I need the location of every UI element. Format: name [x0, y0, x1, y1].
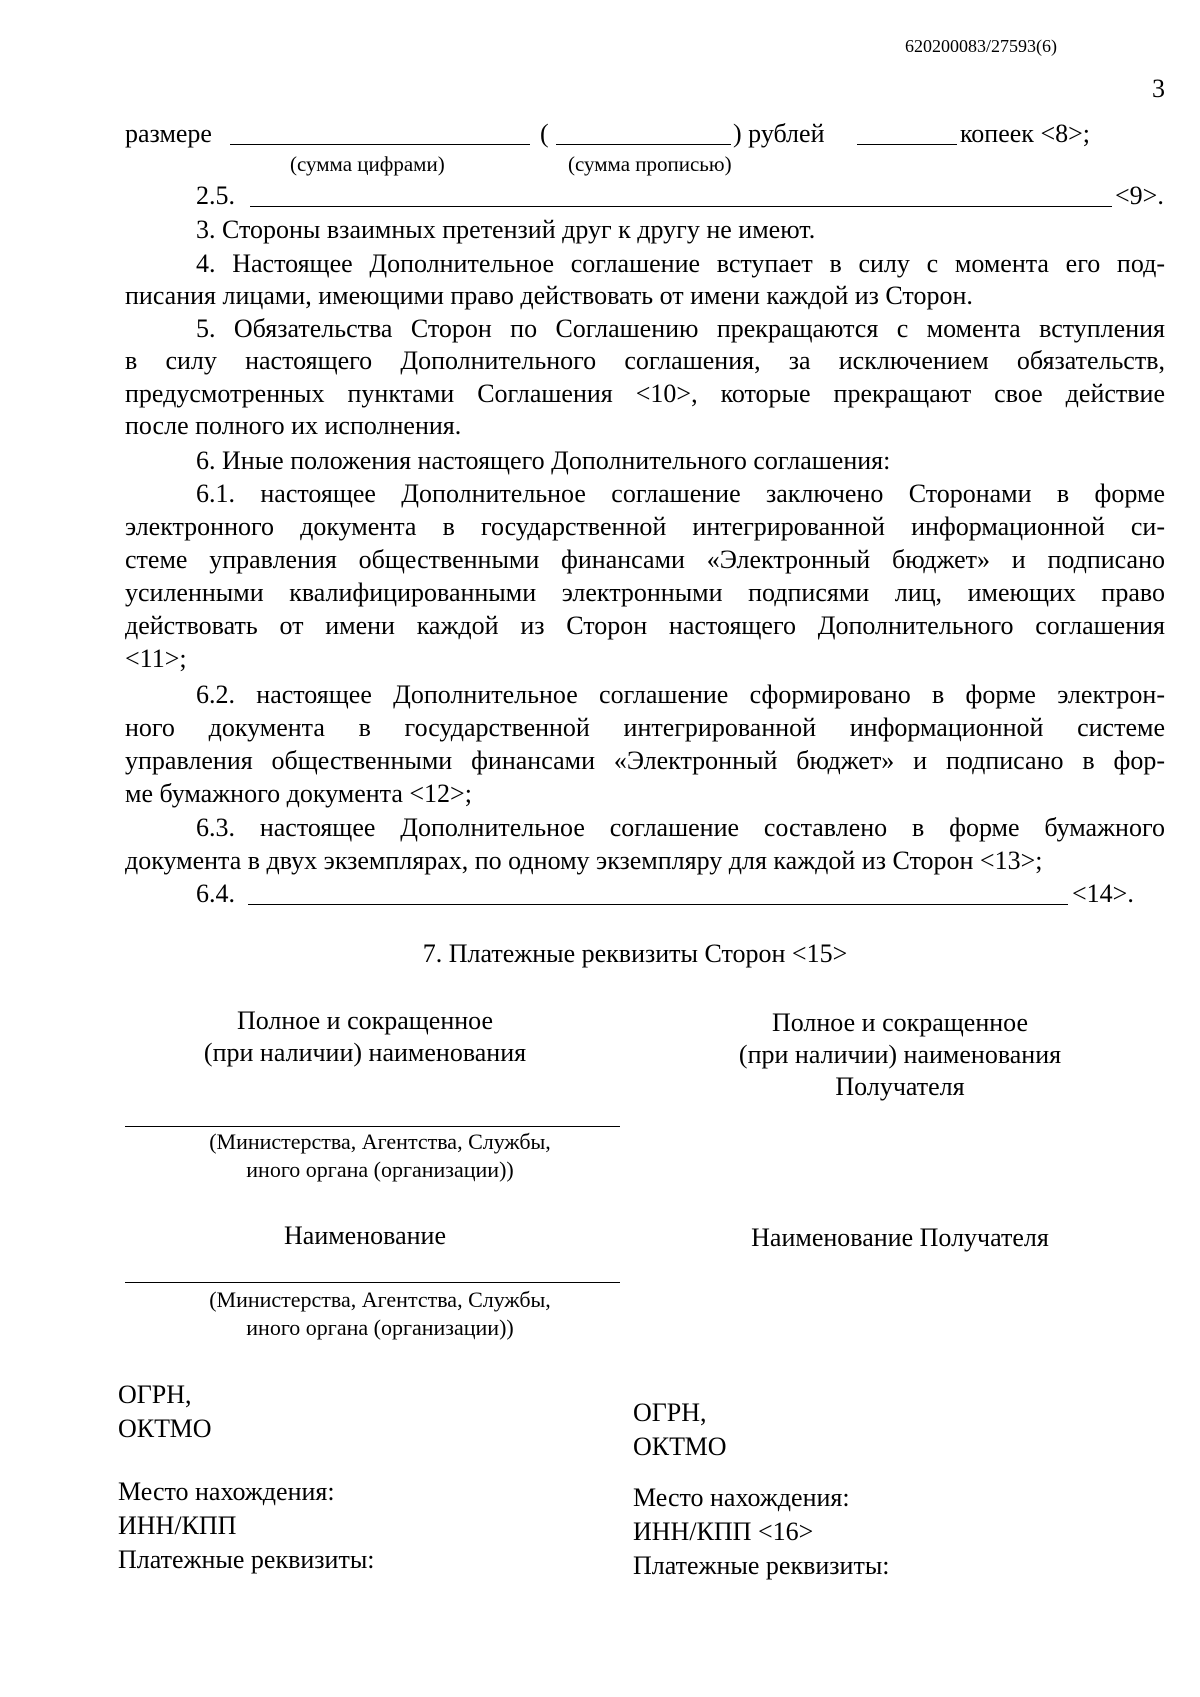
left-payment-details: Платежные реквизиты: — [118, 1545, 375, 1574]
hint-sum-digits: (сумма цифрами) — [290, 152, 445, 176]
left-ogrn: ОГРН, — [118, 1380, 192, 1409]
right-fullname-line-3: Получателя — [835, 1072, 965, 1101]
left-fullname-line-2: (при наличии) наименования — [203, 1038, 527, 1067]
paragraph-6-1-line-5: действовать от имени каждой из Сторон настоящего Дополнительного соглашения — [125, 611, 1165, 640]
right-fullname-line-1: Полное и сокращенное — [771, 1008, 1029, 1037]
paragraph-6-1-line-3: стеме управления общественными финансами «Электронный бюджет» и подписано — [125, 545, 1165, 574]
amount-words-blank — [556, 144, 731, 145]
paragraph-6-2-line-3: управления общественными финансами «Электронный бюджет» и подписано в фор- — [125, 746, 1165, 775]
item-2-5-blank — [250, 206, 1112, 207]
paragraph-6-2-line-2: ного документа в государственной интегрированной информационной системе — [125, 713, 1165, 742]
paragraph-5-line-1: 5. Обязательства Сторон по Соглашению прекращаются с момента вступления — [196, 314, 1165, 343]
right-ogrn: ОГРН, — [633, 1398, 707, 1427]
paragraph-6: 6. Иные положения настоящего Дополнительного соглашения: — [196, 446, 891, 475]
page-number: 3 — [1152, 74, 1165, 103]
paragraph-6-1-line-6: <11>; — [125, 644, 187, 673]
section-7-title: 7. Платежные реквизиты Сторон <15> — [422, 939, 848, 968]
left-hint-2-line-2: иного органа (организации)) — [246, 1315, 514, 1340]
left-inn-kpp: ИНН/КПП — [118, 1511, 237, 1540]
item-6-4-blank — [248, 904, 1068, 905]
amount-kopecks-blank — [857, 144, 957, 145]
item-6-4-number: 6.4. — [196, 879, 235, 908]
right-location: Место нахождения: — [633, 1483, 850, 1512]
left-fullname-line-1: Полное и сокращенное — [236, 1006, 494, 1035]
paragraph-6-2-line-1: 6.2. настоящее Дополнительное соглашение сформировано в форме электрон- — [196, 680, 1165, 709]
paragraph-4-line-2: писания лицами, имеющими право действовать от имени каждой из Сторон. — [125, 281, 973, 310]
item-2-5-number: 2.5. — [196, 181, 235, 210]
paragraph-4-line-1: 4. Настоящее Дополнительное соглашение вступает в силу с момента его под- — [196, 249, 1165, 278]
item-2-5-ref: <9>. — [1115, 181, 1164, 210]
amount-kopecks-label: копеек <8>; — [960, 119, 1090, 148]
paragraph-6-2-line-4: ме бумажного документа <12>; — [125, 779, 472, 808]
left-short-name-blank — [125, 1282, 620, 1283]
amount-digits-blank — [230, 144, 530, 145]
paragraph-3: 3. Стороны взаимных претензий друг к другу не имеют. — [196, 215, 816, 244]
right-payment-details: Платежные реквизиты: — [633, 1551, 890, 1580]
paragraph-6-1-line-2: электронного документа в государственной интегрированной информационной си- — [125, 512, 1165, 541]
paragraph-6-3-line-2: документа в двух экземплярах, по одному экземпляру для каждой из Сторон <13>; — [125, 846, 1043, 875]
item-6-4-ref: <14>. — [1072, 879, 1134, 908]
document-code: 620200083/27593(6) — [905, 36, 1057, 56]
amount-prefix: размере — [125, 119, 212, 148]
right-inn-kpp: ИНН/КПП <16> — [633, 1517, 814, 1546]
paragraph-6-1-line-4: усиленными квалифицированными электронными подписями лиц, имеющих право — [125, 578, 1165, 607]
left-short-name: Наименование — [284, 1221, 446, 1250]
right-fullname-line-2: (при наличии) наименования — [738, 1040, 1062, 1069]
left-hint-1-line-1: (Министерства, Агентства, Службы, — [209, 1129, 551, 1154]
paragraph-6-3-line-1: 6.3. настоящее Дополнительное соглашение составлено в форме бумажного — [196, 813, 1165, 842]
hint-sum-words: (сумма прописью) — [568, 152, 732, 176]
right-short-name: Наименование Получателя — [751, 1223, 1049, 1252]
paragraph-5-line-4: после полного их исполнения. — [125, 411, 462, 440]
right-oktmo: ОКТМО — [633, 1432, 727, 1461]
amount-paren-open: ( — [540, 119, 549, 148]
left-fullname-blank — [125, 1126, 620, 1127]
left-location: Место нахождения: — [118, 1477, 335, 1506]
left-oktmo: ОКТМО — [118, 1414, 212, 1443]
paragraph-5-line-2: в силу настоящего Дополнительного соглашения, за исключением обязательств, — [125, 346, 1165, 375]
left-hint-2-line-1: (Министерства, Агентства, Службы, — [209, 1287, 551, 1312]
amount-rubles-label: ) рублей — [733, 119, 825, 148]
paragraph-6-1-line-1: 6.1. настоящее Дополнительное соглашение заключено Сторонами в форме — [196, 479, 1165, 508]
paragraph-5-line-3: предусмотренных пунктами Соглашения <10>, которые прекращают свое действие — [125, 379, 1165, 408]
left-hint-1-line-2: иного органа (организации)) — [246, 1157, 514, 1182]
